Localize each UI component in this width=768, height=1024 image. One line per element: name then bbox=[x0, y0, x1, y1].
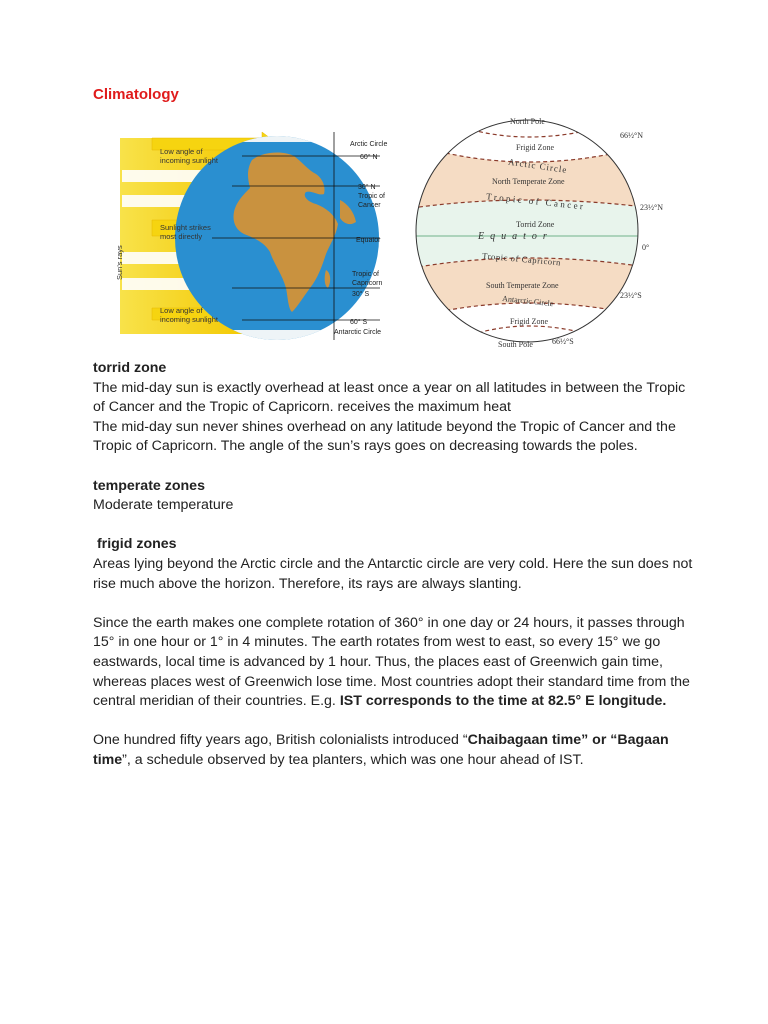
antarctic-circle-label: Antarctic Circle bbox=[334, 329, 382, 336]
lat-60n-label: 60° N bbox=[360, 154, 378, 161]
time-paragraph bbox=[93, 614, 693, 712]
body-text bbox=[93, 359, 693, 770]
chaibagaan-bold: Chaibagaan time” or “Bagaan time bbox=[93, 732, 669, 768]
south-temperate-label: South Temperate Zone bbox=[486, 281, 559, 290]
tropic-of-2-label: Tropic of bbox=[352, 271, 379, 278]
frigid-paragraph: Areas lying beyond the Arctic circle and the Antarctic circle are very cold. Here the sun does not rise much above the horizon. Therefore, its rays are always slanting. bbox=[93, 555, 693, 592]
page-title: Climatology bbox=[93, 86, 179, 103]
equator-zone-label: Equator bbox=[478, 231, 553, 242]
arctic-circle-zone-label: Arctic Circle bbox=[507, 156, 569, 175]
lat-23s-label: 23½°S bbox=[620, 291, 642, 300]
lat-60s-label: 60° S bbox=[350, 319, 368, 326]
torrid-paragraph-1: The mid-day sun is exactly overhead at least once a year on all latitudes in between the Tropic of Cancer and the Tropic of Capricorn. receives the maximum heat bbox=[93, 379, 686, 416]
lat-0-label: 0° bbox=[642, 243, 650, 252]
low-angle-top-line2: incoming sunlight bbox=[160, 156, 218, 165]
torrid-heading: torrid zone bbox=[93, 360, 167, 376]
low-angle-bottom-line2: incoming sunlight bbox=[160, 315, 218, 324]
lat-23n-label: 23½°N bbox=[640, 203, 663, 212]
arctic-circle-label: Arctic Circle bbox=[350, 141, 388, 148]
strikes-line1: Sunlight strikes bbox=[160, 223, 211, 232]
frigid-north-label: Frigid Zone bbox=[516, 143, 554, 152]
sun-rays-label: Sun's rays bbox=[115, 245, 124, 280]
tropic-cancer-label: Tropic of Cancer bbox=[485, 191, 586, 212]
frigid-south-label: Frigid Zone bbox=[510, 317, 548, 326]
chaibagaan-pre: One hundred fifty years ago, British colonialists introduced “ bbox=[93, 732, 468, 749]
temperate-heading: temperate zones bbox=[93, 477, 205, 494]
tropic-of-label: Tropic of bbox=[358, 193, 385, 200]
frigid-heading: frigid zones bbox=[93, 536, 177, 553]
cancer-label: Cancer bbox=[358, 202, 381, 209]
torrid-paragraph-2: The mid-day sun never shines overhead on any latitude beyond the Tropic of Cancer and the Tropic of Capricorn. The angle of the sun’s rays goes on decreasing towards the poles. bbox=[93, 418, 676, 455]
lat-30s-label: 30° S bbox=[352, 291, 370, 298]
north-pole-label: North Pole bbox=[510, 117, 545, 126]
north-temperate-label: North Temperate Zone bbox=[492, 177, 565, 186]
tropic-capricorn-label: Tropic of Capricorn bbox=[481, 250, 562, 268]
time-text: Since the earth makes one complete rotation of 360° in one day or 24 hours, it passes through 15° in one hour or 1° in 4 minutes. The earth rotates from west to east, so every 15° we go eastwards, local time is advanced by 1 hour. Thus, the places east of Greenwich gain time, whereas places west of Greenwich lose time. Most countries adopt their standard time from the central meridian of their countries. E.g. bbox=[93, 614, 690, 710]
lat-66n-label: 66½°N bbox=[620, 131, 643, 140]
sun-rays-figure bbox=[112, 130, 402, 342]
antarctic-circle-zone-label: Antarctic Circle bbox=[501, 293, 554, 309]
heat-zones-figure bbox=[412, 110, 682, 352]
chaibagaan-post: ”, a schedule observed by tea planters, which was one hour ahead of IST. bbox=[122, 751, 584, 768]
south-pole-label: South Pole bbox=[498, 340, 533, 349]
ist-longitude-text: IST corresponds to the time at 82.5° E longitude. bbox=[339, 693, 667, 710]
lat-30n-label: 30° N bbox=[358, 184, 376, 191]
lat-66s-label: 66½°S bbox=[552, 337, 574, 346]
low-angle-bottom-line1: Low angle of bbox=[160, 306, 203, 315]
capricorn-label: Capricorn bbox=[352, 280, 383, 287]
torrid-zone-label: Torrid Zone bbox=[516, 220, 555, 229]
equator-label: Equator bbox=[356, 237, 381, 244]
chaibagaan-paragraph bbox=[93, 731, 693, 770]
temperate-paragraph: Moderate temperature bbox=[93, 497, 234, 514]
low-angle-top-line1: Low angle of bbox=[160, 147, 203, 156]
strikes-line2: most directly bbox=[160, 232, 203, 241]
